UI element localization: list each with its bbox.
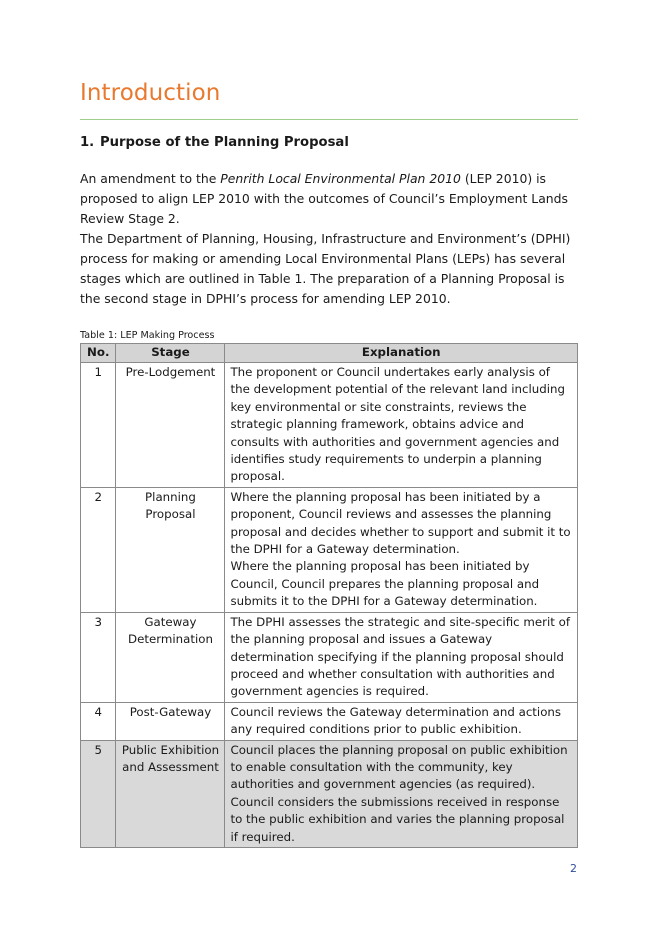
row-stage: Planning Proposal — [116, 487, 225, 612]
row-explanation — [225, 740, 578, 847]
table-body — [81, 363, 578, 848]
explanation-paragraph: Council places the planning proposal on public exhibition to enable consultation with the community, key authorities and government agencies (as required). — [230, 742, 568, 792]
table-row — [81, 612, 578, 702]
explanation-paragraph: Where the planning proposal has been initiated by Council, Council prepares the planning proposal and submits it to the DPHI for a Gateway determination. — [230, 559, 540, 609]
header-explanation: Explanation — [225, 344, 578, 363]
process-paragraph: The Department of Planning, Housing, Infrastructure and Environment’s (DPHI) process for making or amending Local Environmental Plans (LEPs) has several stages which are outlined in Table 1. The preparation of a Planning Proposal is the second stage in DPHI’s process for amending LEP 2010. — [80, 231, 571, 306]
header-no: No. — [81, 344, 116, 363]
intro-paragraph — [80, 169, 580, 229]
table-row — [81, 702, 578, 740]
explanation-paragraph: The DPHI assesses the strategic and site-specific merit of the planning proposal and issues a Gateway determination specifying if the planning proposal should proceed and whether consultation with authorities and government agencies is required. — [230, 614, 570, 699]
row-number: 1 — [81, 363, 116, 488]
explanation-paragraph: Council reviews the Gateway determination and actions any required conditions prior to public exhibition. — [230, 704, 562, 737]
table-header-row — [81, 344, 578, 363]
page-title: Introduction — [80, 80, 221, 106]
explanation-paragraph: Council considers the submissions received in response to the public exhibition and varies the planning proposal if required. — [230, 794, 565, 844]
explanation-paragraph: Where the planning proposal has been initiated by a proponent, Council reviews and assesses the planning proposal and decides whether to support and submit it to the DPHI for a Gateway determination. — [230, 489, 571, 557]
row-number: 2 — [81, 487, 116, 612]
table-row — [81, 363, 578, 488]
section-title: Purpose of the Planning Proposal — [100, 135, 349, 150]
row-stage: Pre-Lodgement — [116, 363, 225, 488]
row-explanation — [225, 487, 578, 612]
header-stage: Stage — [116, 344, 225, 363]
row-explanation — [225, 702, 578, 740]
row-stage: Gateway Determination — [116, 612, 225, 702]
row-stage: Post-Gateway — [116, 702, 225, 740]
page-number: 2 — [570, 862, 577, 875]
row-explanation — [225, 612, 578, 702]
table-row — [81, 740, 578, 847]
row-number: 3 — [81, 612, 116, 702]
title-divider — [80, 119, 578, 120]
row-number: 5 — [81, 740, 116, 847]
table-caption: Table 1: LEP Making Process — [80, 330, 215, 341]
intro-text-after: (LEP 2010) is proposed to align LEP 2010 with the outcomes of Council’s Employment Lands Review Stage 2. — [80, 171, 568, 226]
row-number: 4 — [81, 702, 116, 740]
row-stage: Public Exhibition and Assessment — [116, 740, 225, 847]
lep-process-table — [80, 343, 578, 848]
section-heading — [80, 135, 349, 150]
plan-name: Penrith Local Environmental Plan 2010 — [220, 171, 461, 186]
table-row — [81, 487, 578, 612]
section-number: 1. — [80, 135, 95, 150]
row-explanation — [225, 363, 578, 488]
explanation-paragraph: The proponent or Council undertakes early analysis of the development potential of the relevant land including key environmental or site constraints, reviews the strategic planning framework, obtains advice and consults with authorities and government agencies and identifies study requirements to underpin a planning proposal. — [230, 365, 565, 484]
intro-text-before: An amendment to the — [80, 171, 221, 186]
